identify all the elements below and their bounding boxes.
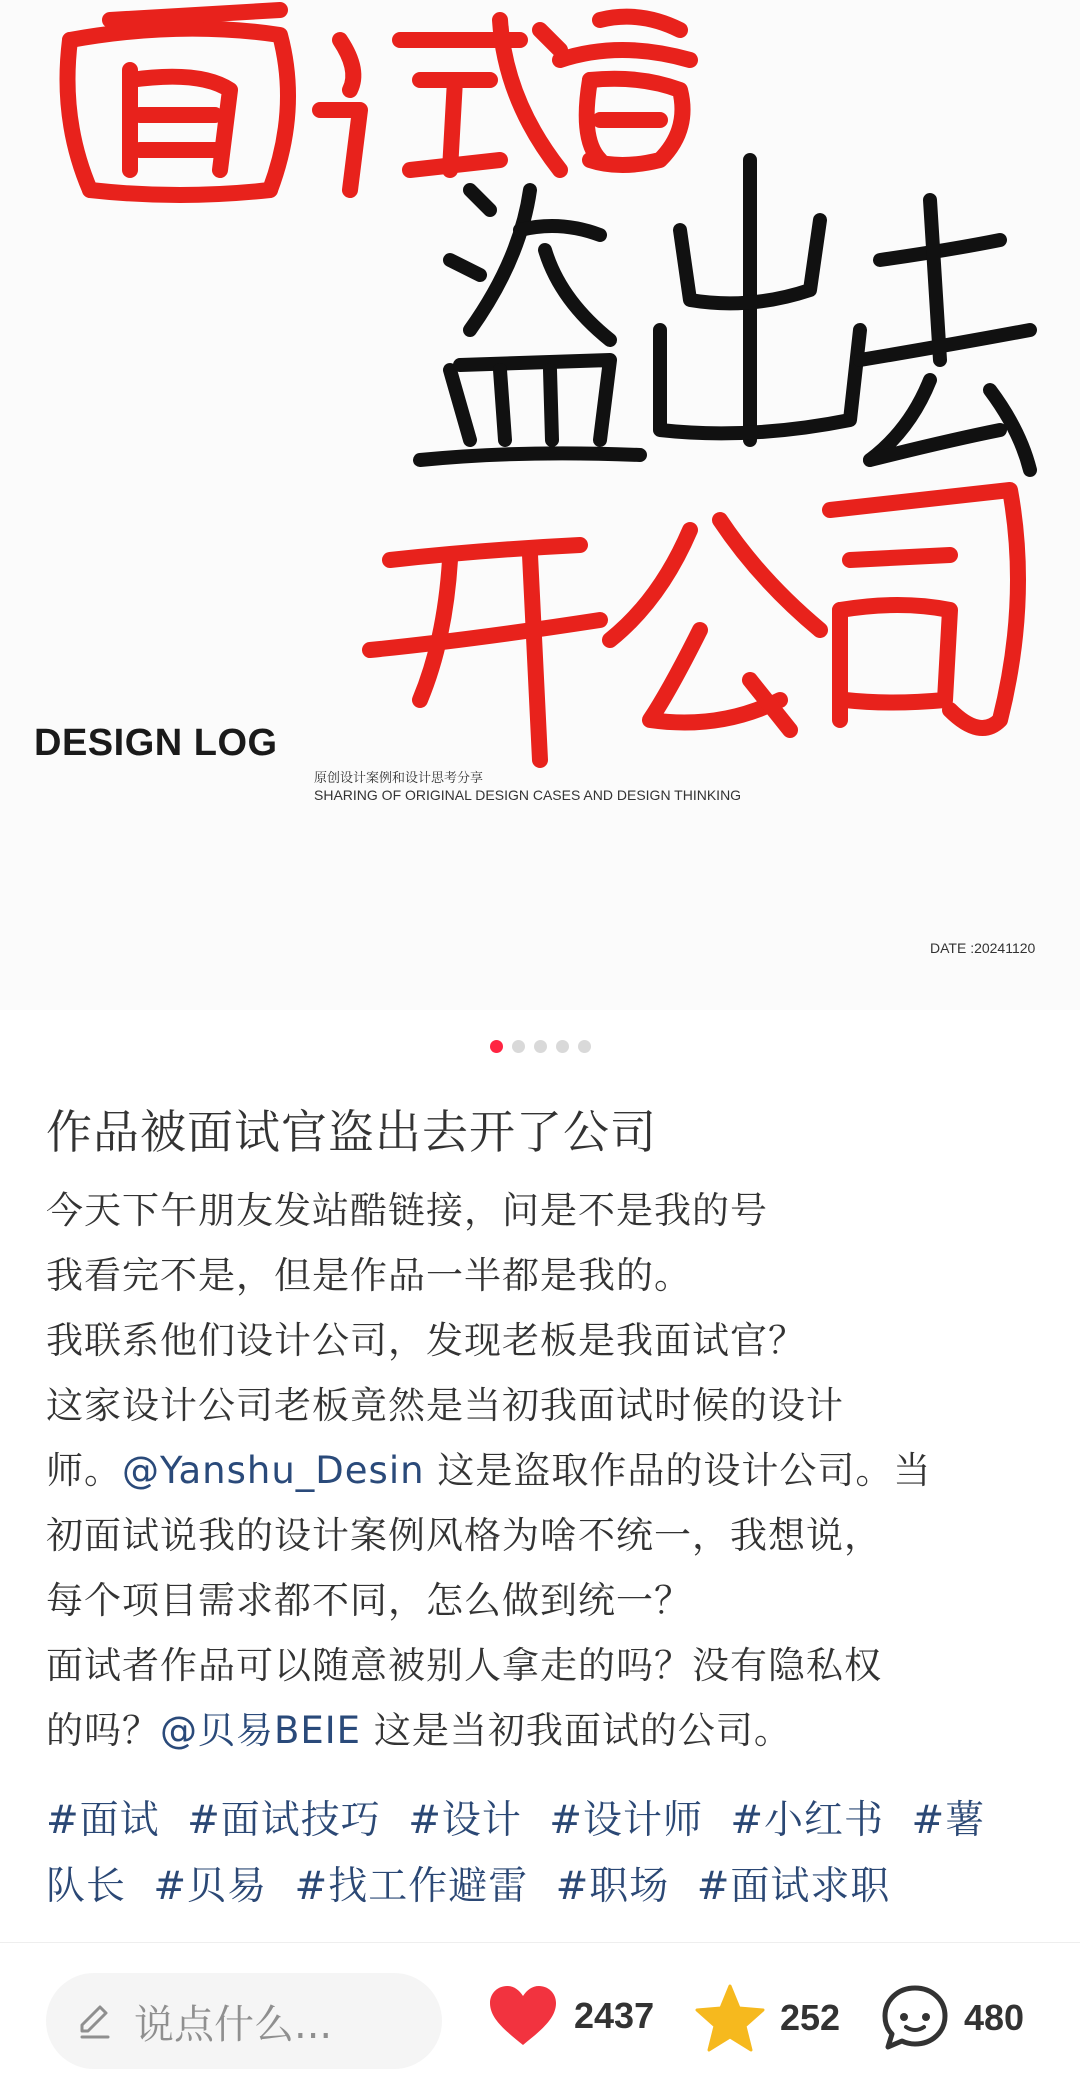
- hashtag-link[interactable]: #设计师: [549, 1798, 703, 1843]
- body-line: 我看完不是，但是作品一半都是我的。: [46, 1254, 692, 1297]
- cover-image[interactable]: [0, 0, 1080, 1010]
- pager-dot[interactable]: [578, 1040, 591, 1053]
- body-line: [46, 1438, 1046, 1503]
- chat-bubble-icon: [880, 1983, 950, 2053]
- pager-dot[interactable]: [534, 1040, 547, 1053]
- hashtag-link[interactable]: #职场: [555, 1864, 670, 1909]
- collect-count: 252: [780, 1997, 841, 2038]
- hashtag-link[interactable]: #小红书: [730, 1798, 885, 1843]
- image-pager: [490, 1040, 591, 1053]
- body-line: 今天下午朋友发站酷链接，问是不是我的号: [46, 1189, 768, 1232]
- pager-dot-active[interactable]: [490, 1040, 503, 1053]
- mention-link[interactable]: @贝易BEIE: [160, 1709, 362, 1752]
- cover-subtitle-cn: 原创设计案例和设计思考分享: [314, 771, 484, 786]
- cover-brand: DESIGN LOG: [34, 722, 278, 764]
- hashtag-row: [46, 1854, 1046, 1920]
- mention-link[interactable]: @Yanshu_Desin: [122, 1449, 425, 1492]
- body-line: 面试者作品可以随意被别人拿走的吗？没有隐私权: [46, 1644, 882, 1687]
- body-text-segment: 这是当初我面试的公司。: [361, 1709, 792, 1752]
- hashtag-link[interactable]: #面试技巧: [187, 1798, 381, 1843]
- engagement-bar: [0, 1943, 1080, 2077]
- hashtag-row: [46, 1788, 1046, 1854]
- comment-input[interactable]: [46, 1973, 442, 2069]
- comment-placeholder: 说点什么...: [134, 2001, 333, 2048]
- body-text-segment: 师。: [46, 1449, 122, 1492]
- body-text-segment: 这是盗取作品的设计公司。当: [424, 1449, 932, 1492]
- hashtag-link[interactable]: #设计: [408, 1798, 522, 1843]
- body-line: 这家设计公司老板竟然是当初我面试时候的设计: [46, 1384, 844, 1427]
- body-line: [46, 1698, 1046, 1763]
- like-button[interactable]: [486, 1983, 654, 2049]
- like-count: 2437: [574, 1995, 655, 2036]
- hashtag-link[interactable]: #薯: [911, 1798, 986, 1843]
- comment-button[interactable]: [880, 1983, 1024, 2053]
- hashtag-link[interactable]: #找工作避雷: [294, 1864, 529, 1909]
- body-line: 初面试说我的设计案例风格为啥不统一，我想说，: [46, 1514, 882, 1557]
- body-text-segment: 的吗？: [46, 1709, 160, 1752]
- cover-date: DATE :20241120: [930, 940, 1036, 956]
- cover-subtitle-en: SHARING OF ORIGINAL DESIGN CASES AND DESIGN THINKING: [314, 787, 742, 803]
- pager-dot[interactable]: [556, 1040, 569, 1053]
- pager-dot[interactable]: [512, 1040, 525, 1053]
- hashtag-link[interactable]: #面试: [46, 1798, 160, 1843]
- pencil-icon: [74, 2001, 114, 2041]
- hashtag-link[interactable]: #贝易: [153, 1864, 268, 1909]
- note-body: [46, 1178, 1046, 1763]
- note-title: 作品被面试官盗出去开了公司: [46, 1105, 657, 1159]
- body-line: 我联系他们设计公司，发现老板是我面试官？: [46, 1319, 806, 1362]
- comment-count: 480: [964, 1997, 1025, 2038]
- heart-icon: [486, 1983, 560, 2049]
- hashtag-list: [46, 1788, 1046, 1920]
- star-icon: [694, 1983, 766, 2053]
- hashtag-link[interactable]: 队长: [46, 1864, 127, 1909]
- collect-button[interactable]: [694, 1983, 840, 2053]
- cover-handwriting-art: [0, 0, 1080, 1010]
- hashtag-link[interactable]: #面试求职: [696, 1864, 891, 1909]
- body-line: 每个项目需求都不同，怎么做到统一？: [46, 1579, 692, 1622]
